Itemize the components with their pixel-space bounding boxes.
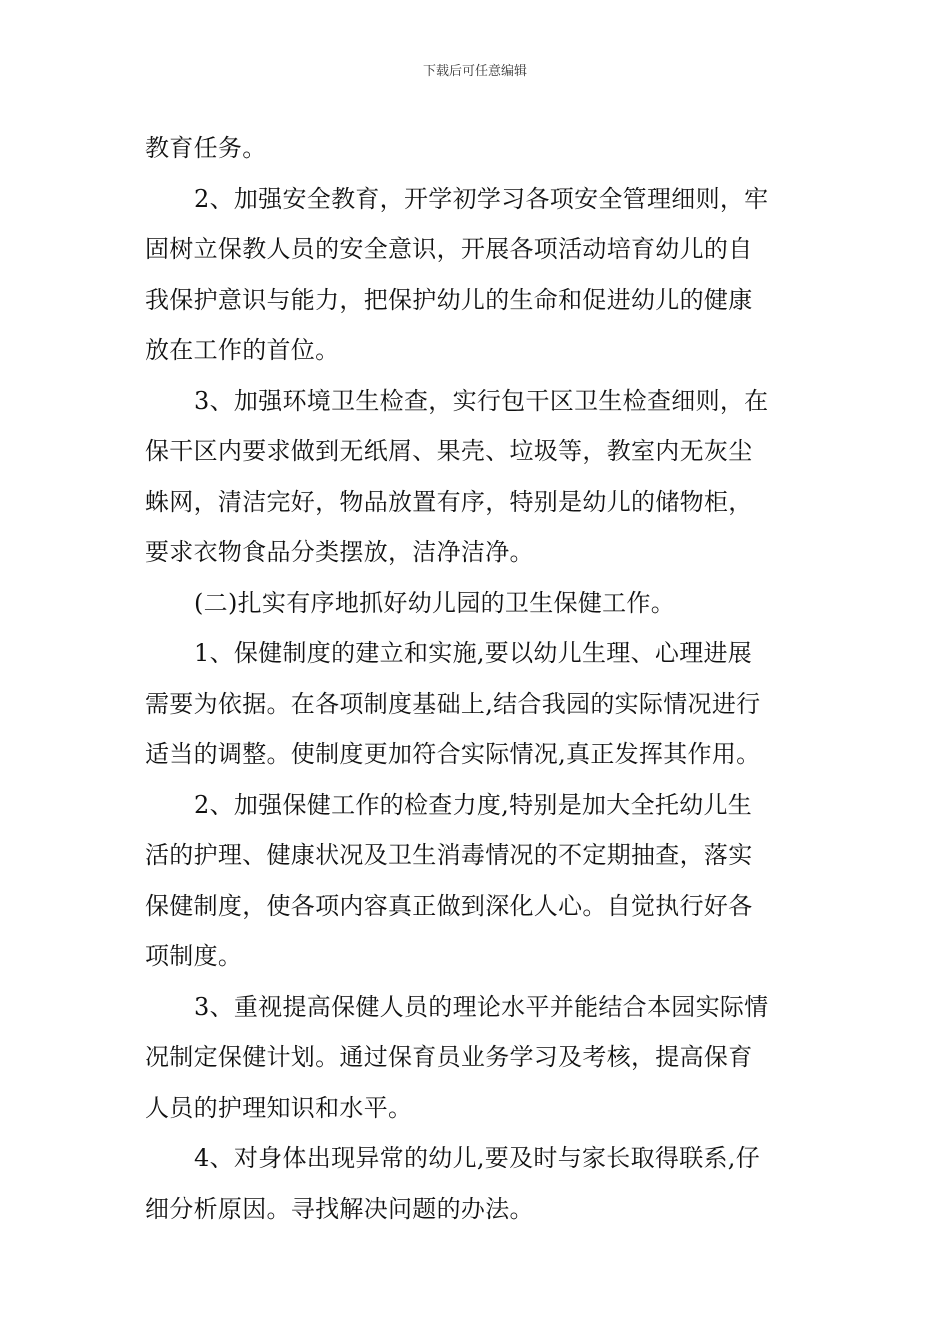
text-line: 固树立保教人员的安全意识，开展各项活动培育幼儿的自 — [145, 235, 753, 263]
document-body — [145, 123, 807, 1234]
text-line: 人员的护理知识和水平。 — [145, 1093, 413, 1122]
paragraph-first-line: 4、对身体出现异常的幼儿,要及时与家长取得联系,仔 — [194, 1144, 761, 1172]
paragraph-first-line: 2、加强安全教育，开学初学习各项安全管理细则，牢 — [194, 184, 769, 213]
page-header: 下载后可任意编辑 — [422, 64, 527, 79]
paragraph-first-line: 3、加强环境卫生检查，实行包干区卫生检查细则，在 — [194, 386, 769, 415]
text-line: 需要为依据。在各项制度基础上,结合我园的实际情况进行 — [145, 689, 761, 718]
paragraph-first-line: 1、保健制度的建立和实施,要以幼儿生理、心理进展 — [194, 639, 753, 667]
text-line: 况制定保健计划。通过保育员业务学习及考核，提高保育 — [145, 1043, 753, 1071]
paragraph-first-line: 2、加强保健工作的检查力度,特别是加大全托幼儿生 — [194, 790, 753, 819]
text-line: 我保护意识与能力，把保护幼儿的生命和促进幼儿的健康 — [145, 285, 753, 314]
text-line: 放在工作的首位。 — [145, 336, 340, 364]
section-heading: (二)扎实有序地抓好幼儿园的卫生保健工作。 — [194, 588, 676, 617]
text-line: 项制度。 — [145, 942, 243, 970]
paragraph-first-line: 3、重视提高保健人员的理论水平并能结合本园实际情 — [194, 992, 769, 1021]
text-line: 教育任务。 — [145, 134, 267, 162]
text-line: 保健制度，使各项内容真正做到深化人心。自觉执行好各 — [145, 891, 753, 920]
text-line: 适当的调整。使制度更加符合实际情况,真正发挥其作用。 — [145, 740, 761, 768]
text-line: 蛛网，清洁完好，物品放置有序，特别是幼儿的储物柜， — [145, 487, 753, 516]
text-line: 细分析原因。寻找解决问题的办法。 — [145, 1194, 534, 1223]
text-line: 保干区内要求做到无纸屑、果壳、垃圾等，教室内无灰尘 — [145, 437, 753, 465]
text-line: 活的护理、健康状况及卫生消毒情况的不定期抽查，落实 — [145, 841, 753, 869]
text-line: 要求衣物食品分类摆放，洁净洁净。 — [145, 538, 534, 566]
